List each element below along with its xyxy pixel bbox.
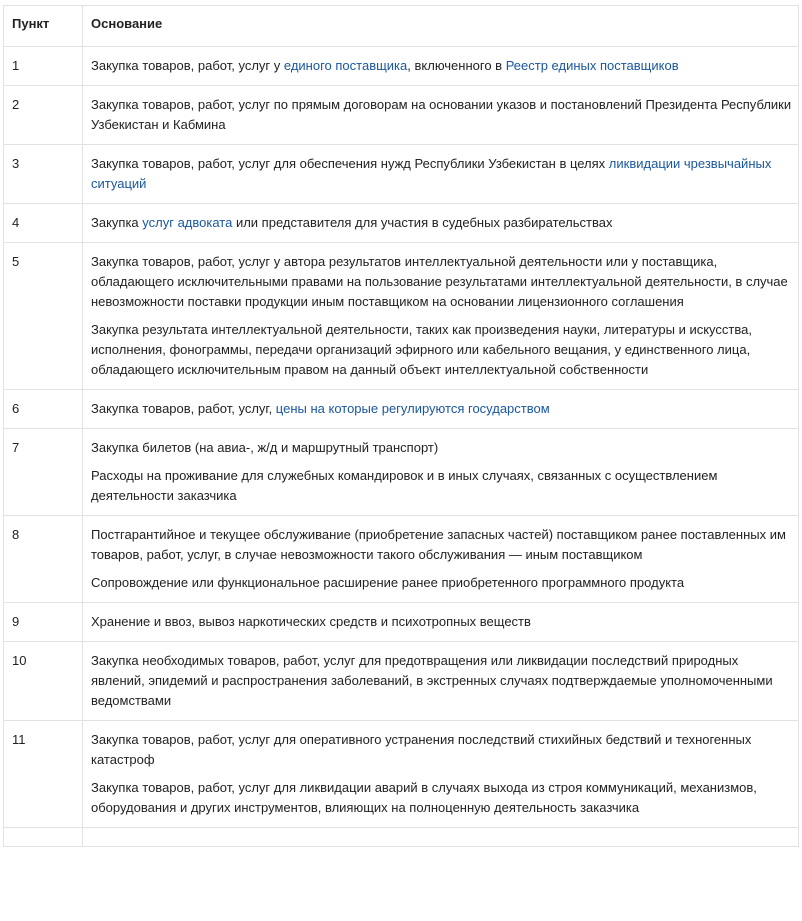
table-row — [4, 86, 799, 145]
row-number — [4, 828, 83, 847]
column-header-item: Пункт — [4, 6, 83, 47]
basis-paragraph: Закупка необходимых товаров, работ, услуг для предотвращения или ликвидации последствий природных явлений, эпидемий и распространения заболеваний, в экстренных случаях подтверждаемые уполномоченными ведомствами — [91, 653, 773, 708]
basis-paragraph: Закупка товаров, работ, услуг, цены на которые регулируются государством — [91, 401, 550, 416]
row-basis — [83, 516, 799, 603]
row-number: 9 — [4, 603, 83, 642]
table-row — [4, 603, 799, 642]
row-number: 4 — [4, 204, 83, 243]
row-basis — [83, 828, 799, 847]
basis-paragraph: Закупка товаров, работ, услуг у единого поставщика, включенного в Реестр единых поставщиков — [91, 58, 679, 73]
basis-paragraph: Расходы на проживание для служебных командировок и в иных случаях, связанных с осуществлением деятельности заказчика — [91, 468, 718, 503]
single-supplier-link[interactable]: единого поставщика — [283, 58, 408, 73]
basis-paragraph: Сопровождение или функциональное расширение ранее приобретенного программного продукта — [91, 575, 685, 590]
table-row — [4, 828, 799, 847]
basis-paragraph: Закупка товаров, работ, услуг у автора результатов интеллектуальной деятельности или у поставщика, обладающего исключительными правами на пользование результатами интеллектуальной деятельности, в случае невозможности поставки продукции иным поставщиком на основании лицензионного соглашения — [91, 254, 788, 309]
basis-paragraph: Закупка билетов (на авиа-, ж/д и маршрутный транспорт) — [91, 440, 439, 455]
table-row — [4, 429, 799, 516]
basis-paragraph: Постгарантийное и текущее обслуживание (приобретение запасных частей) поставщиком ранее поставленных им товаров, работ, услуг, в случае невозможности такого обслуживания — иным поставщиком — [91, 527, 786, 562]
table-row — [4, 516, 799, 603]
row-basis — [83, 642, 799, 721]
row-basis — [83, 721, 799, 828]
row-number: 1 — [4, 47, 83, 86]
row-basis — [83, 204, 799, 243]
table-row — [4, 204, 799, 243]
basis-paragraph: Хранение и ввоз, вывоз наркотических средств и психотропных веществ — [91, 614, 531, 629]
row-number: 2 — [4, 86, 83, 145]
table-row — [4, 642, 799, 721]
row-number: 5 — [4, 243, 83, 390]
row-basis — [83, 603, 799, 642]
table-row — [4, 243, 799, 390]
row-number: 6 — [4, 390, 83, 429]
lawyer-services-link[interactable]: услуг адвоката — [142, 215, 233, 230]
row-number: 8 — [4, 516, 83, 603]
row-basis — [83, 429, 799, 516]
basis-paragraph: Закупка товаров, работ, услуг по прямым договорам на основании указов и постановлений Президента Республики Узбекистан и Кабмина — [91, 97, 792, 132]
basis-paragraph: Закупка товаров, работ, услуг для оперативного устранения последствий стихийных бедствий и техногенных катастроф — [91, 732, 752, 767]
table-header-row — [4, 6, 799, 47]
basis-paragraph: Закупка услуг адвоката или представителя для участия в судебных разбирательствах — [91, 215, 613, 230]
procurement-basis-table — [3, 5, 799, 847]
row-basis — [83, 86, 799, 145]
basis-paragraph: Закупка товаров, работ, услуг для обеспечения нужд Республики Узбекистан в целях ликвидации чрезвычайных ситуаций — [91, 156, 772, 191]
row-basis — [83, 47, 799, 86]
single-supplier-registry-link[interactable]: Реестр единых поставщиков — [505, 58, 679, 73]
emergency-liquidation-link[interactable]: ликвидации чрезвычайных ситуаций — [91, 156, 772, 191]
row-basis — [83, 243, 799, 390]
table-row — [4, 145, 799, 204]
table-row — [4, 390, 799, 429]
state-regulated-prices-link[interactable]: цены на которые регулируются государством — [275, 401, 550, 416]
table-row — [4, 47, 799, 86]
table-row — [4, 721, 799, 828]
row-number: 7 — [4, 429, 83, 516]
column-header-basis: Основание — [83, 6, 799, 47]
row-basis — [83, 145, 799, 204]
row-number: 3 — [4, 145, 83, 204]
row-number: 11 — [4, 721, 83, 828]
basis-paragraph: Закупка товаров, работ, услуг для ликвидации аварий в случаях выхода из строя коммуникаций, механизмов, оборудования и других инструментов, влияющих на полноценную деятельность заказчика — [91, 780, 757, 815]
row-number: 10 — [4, 642, 83, 721]
basis-paragraph: Закупка результата интеллектуальной деятельности, таких как произведения науки, литературы и искусства, исполнения, фонограммы, передачи организаций эфирного или кабельного вещания, у единственного лица, обладающего исключительным правом на данный объект интеллектуальной собственности — [91, 322, 752, 377]
row-basis — [83, 390, 799, 429]
